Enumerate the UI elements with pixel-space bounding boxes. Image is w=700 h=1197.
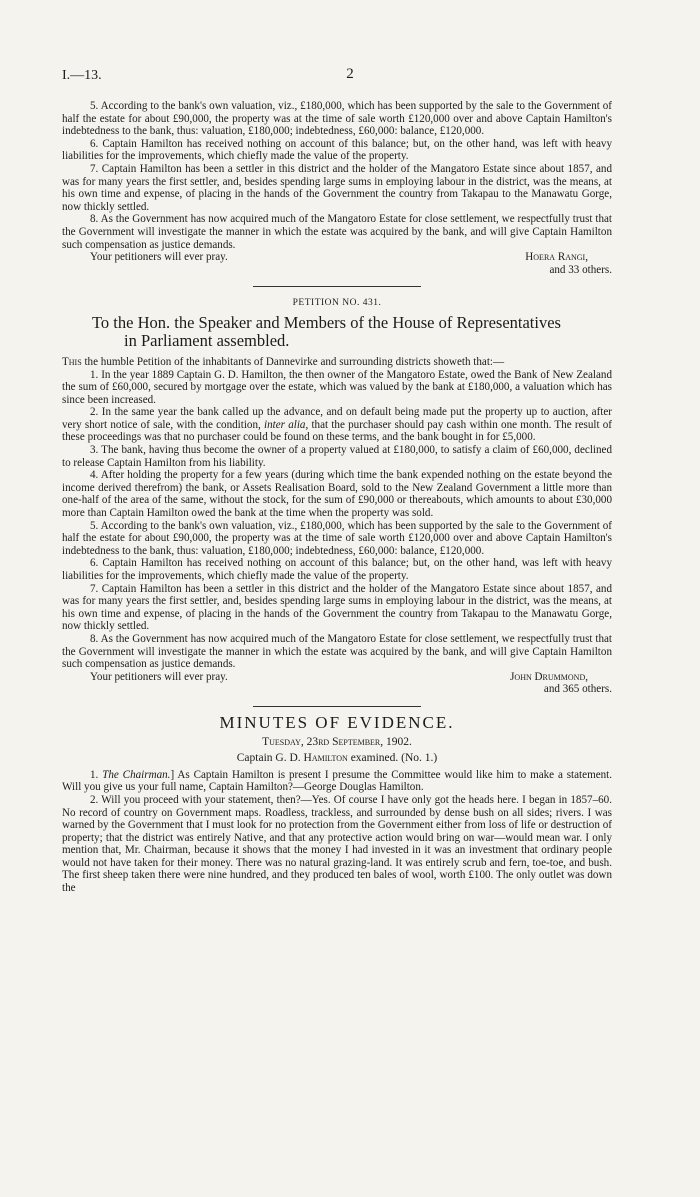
witness-name: Hamilton: [303, 752, 348, 765]
petition-number: PETITION NO. 431.: [292, 298, 382, 309]
minutes-of-evidence: [62, 712, 613, 895]
paragraph: 6. Captain Hamilton has received nothing on account of this balance; but, on the other hand, was left with heavy liabilities for the improvements, which chiefly made the value of the property.: [62, 137, 612, 163]
minutes-title: MINUTES OF EVIDENCE.: [219, 712, 455, 732]
signatory-name: Hoera Rangi,: [525, 251, 588, 264]
section-divider: [253, 286, 421, 287]
petition-431: [62, 297, 612, 696]
paragraph: 5. According to the bank's own valuation, viz., £180,000, which has been supported by the sale to the Government of half the estate for about £90,000, the property was at the time of sale worth £120,000 over and above Captain Hamilton's indebtedness to the bank, thus: valuation, £180,000; indebtedness, £60,000: balance, £120,000.: [62, 100, 612, 138]
paragraph: 4. After holding the property for a few years (during which time the bank expended nothing on the estate beyond the income derived therefrom) the bank, or Assets Realisation Board, sold to the New Zealand Government a little more than one-half of the area of the same, without the stock, for the sum of £90,000 or thereabouts, which amounts to about £30,000 more than Captain Hamilton owed the bank at the time when the property was sold.: [62, 469, 612, 520]
signatory-others: and 33 others.: [549, 263, 612, 276]
address-line-1: To the Hon. the Speaker and Members of the House of Representatives: [92, 312, 561, 332]
paragraph: 3. The bank, having thus become the owner of a property valued at £180,000, to satisfy a claim of £60,000, declined to release Captain Hamilton from his liability.: [62, 444, 612, 469]
address-line-2: in Parliament assembled.: [124, 330, 290, 350]
paragraph: 7. Captain Hamilton has been a settler in this district and the holder of the Mangatoro Estate since about 1857, and was for many years the first settler, and, besides spending large sums in employing labour in the district, was the means, at his own time and expense, of placing in the hands of the Government the country from Takapau to the Manawatu Gorge, now thickly settled.: [62, 162, 612, 213]
witness-heading: [62, 752, 612, 765]
signature-row: [62, 671, 612, 684]
section-divider: [253, 706, 421, 707]
signatory-others: and 365 others.: [543, 683, 612, 696]
closing-line: Your petitioners will ever pray.: [90, 670, 228, 683]
signature-row: [62, 251, 612, 264]
question-number: 1.: [90, 768, 103, 781]
question-1: [62, 769, 612, 794]
petition-address: [62, 314, 612, 350]
latin-phrase: inter alia: [264, 418, 306, 431]
witness-title: Captain G. D.: [236, 752, 304, 765]
witness-examined: examined. (No. 1.): [347, 752, 438, 765]
page-number: 2: [346, 66, 354, 82]
report-reference: I.—13.: [62, 68, 102, 83]
paragraph-part: 2. In the same year the bank called up the advance, and on default being made put the property up to auction, after very short notice of sale, with the condition,: [62, 406, 612, 431]
question-text: ] As Captain Hamilton is present I presume the Committee would like him to make a statement. Will you give us your full name, Captain Hamilton?—George Douglas Hamilton.: [62, 768, 613, 794]
closing-line: Your petitioners will ever pray.: [90, 251, 228, 264]
paragraph: 6. Captain Hamilton has received nothing on account of this balance; but, on the other hand, was left with heavy liabilities for the improvements, which chiefly made the value of the property.: [62, 557, 612, 582]
paragraph: [62, 406, 612, 444]
question-2: 2. Will you proceed with your statement, then?—Yes. Of course I have only got the heads here. I began in 1857–60. No record of country on Government maps. Roadless, trackless, and surrounded by dense bush on all sides; rivers. I was warned by the Government that I must look for no protection from the Government either from loss of life or destruction of property; that the district was entirely Native, and that any protective action would bring on war—would mean war. I only mention that, Mr. Chairman, because it shows that the money I had invested in it was an investment that ordinary people would not have taken for their money. There was no natural grazing-land. It was entirely scrub and fern, toe-toe, and bush. The first sheep taken there were nine hundred, and they produced ten bales of wool, worth £100. The only outlet was down the: [62, 793, 612, 895]
hearing-date: Tuesday, 23rd September, 1902.: [262, 735, 412, 748]
paragraph: 8. As the Government has now acquired much of the Mangatoro Estate for close settlement, we respectfully trust that the Government will investigate the manner in which the estate was acquired by the bank, and will give Captain Hamilton such compensation as justice demands.: [62, 213, 612, 251]
paragraph: 5. According to the bank's own valuation, viz., £180,000, which has been supported by the sale to the Government of half the estate for about £90,000, the property was at the time of sale worth £120,000 over and above Captain Hamilton's indebtedness to the bank, thus: valuation, £180,000; indebtedness, £60,000: balance, £120,000.: [62, 519, 612, 557]
petition-preamble: [62, 356, 612, 369]
paragraph: 1. In the year 1889 Captain G. D. Hamilton, the then owner of the Mangatoro Estate, owed the Bank of New Zealand the sum of £60,000, secured by mortgage over the estate, which was valued by the bank at £180,000, a valuation which has since been increased.: [62, 368, 612, 406]
speaker-name: The Chairman.: [102, 768, 171, 781]
body-text: [62, 100, 612, 895]
paragraph: 8. As the Government has now acquired much of the Mangatoro Estate for close settlement, we respectfully trust that the Government will investigate the manner in which the estate was acquired by the bank, and will give Captain Hamilton such compensation as justice demands.: [62, 632, 612, 671]
paragraph: 7. Captain Hamilton has been a settler in this district and the holder of the Mangatoro Estate since about 1857, and was for many years the first settler, and, besides spending large sums in employing labour in the district, was the means, at his own time and expense, of placing in the hands of the Government the country from Takapau to the Manawatu Gorge, now thickly settled.: [62, 582, 612, 633]
preamble-lead: This: [62, 355, 82, 368]
first-petition-continuation: [62, 100, 612, 276]
preamble-rest: the humble Petition of the inhabitants of Dannevirke and surrounding districts showeth that:—: [81, 355, 505, 368]
signatory-name: John Drummond,: [510, 670, 588, 683]
paragraph-part: , that the purchaser should pay cash within one month. The result of these proceedings was that no purchaser could be found on these terms, and the bank bought in for £5,000.: [62, 418, 612, 444]
